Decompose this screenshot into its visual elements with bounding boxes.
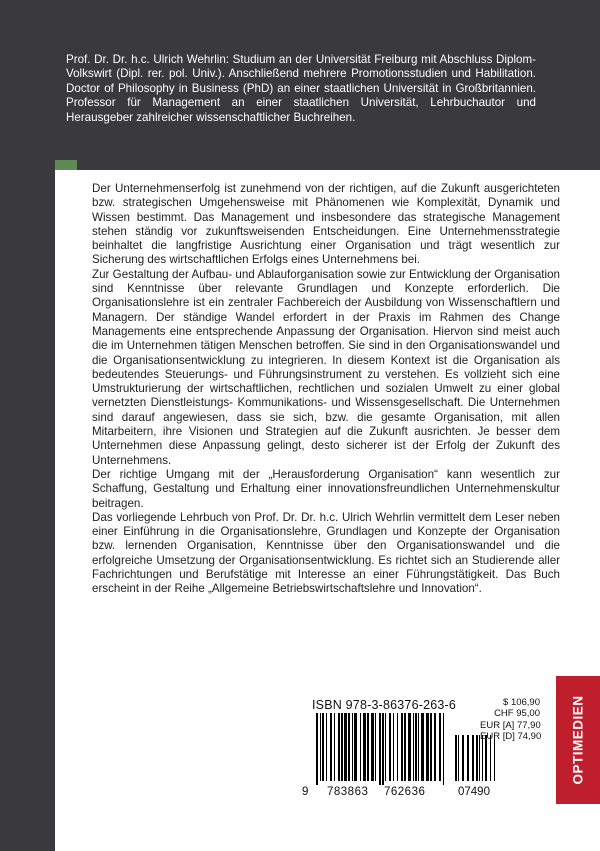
book-description: [92, 182, 560, 597]
barcode-digit-lead: 9: [302, 786, 309, 798]
isbn-label: ISBN 978-3-86376-263-6: [312, 698, 457, 712]
barcode-digits-right: 762636: [384, 786, 426, 798]
author-bio: Prof. Dr. Dr. h.c. Ulrich Wehrlin: Studium an der Universität Freiburg mit Abschluss Diplom-Volkswirt (Dipl. rer. pol. Univ.). Anschließend mehrere Promotionsstudien und Habilitation. Doctor of Philosophy in Business (PhD) an einer staatlichen Universität in Großbritannien. Professor für Management an einer staatlichen Universität, Lehrbuchautor und Herausgeber zahlreicher wissenschaftlicher Buchreihen.: [66, 53, 536, 124]
publisher-name: OPTIMEDIEN: [570, 695, 586, 785]
price-chf: CHF 95,00: [494, 708, 540, 720]
price-list: [480, 697, 540, 743]
barcode-icon: [310, 713, 499, 785]
description-paragraph-4: Das vorliegende Lehrbuch von Prof. Dr. Dr. h.c. Ulrich Wehrlin vermittelt dem Leser neben einer Einführung in die Organisationslehre, Grundlagen und Konzepte der Organisation bzw. lernenden Organisation, Kenntnisse über den Organisationswandel und die erfolgreiche Umsetzung der Organisationsentwicklung. Es richtet sich an Studierende aller Fachrichtungen und Berufstätige mit Interesse an einer Führungstätigkeit. Das Buch erscheint in der Reihe „Allgemeine Betriebswirtschaftslehre und Innovation“.: [92, 510, 560, 596]
price-eur-d: EUR [D] 74,90: [480, 731, 542, 743]
price-eur-a: EUR [A] 77,90: [480, 719, 541, 731]
publisher-logo: [556, 676, 600, 804]
description-paragraph-2: Zur Gestaltung der Aufbau- und Ablauforganisation sowie zur Entwicklung der Organisation sind Kenntnisse über relevante Grundlagen und Konzepte erforderlich. Die Organisationslehre ist ein zentraler Fachbereich der Ausbildung von Wissenschaftlern und Managern. Der ständige Wandel erfordert in der Praxis im Rahmen des Change Managements eine entsprechende Anpassung der Organisation. Hiervon sind meist auch die im Unternehmen tätigen Menschen betroffen. Sie sind in den Organisationswandel und die Organisationsentwicklung zu integrieren. In diesem Kontext ist die Organisation als bedeutendes Steuerungs- und Führungsinstrument zu verstehen. Es vollzieht sich eine Umstrukturierung der wirtschaftlichen, rechtlichen und sozialen Umwelt zu einer global vernetzten Dienstleistungs- Kommunikations- und Wissensgesellschaft. Die Unternehmen sind darauf angewiesen, dass sie sich, bzw. die gesamte Organisation, mit allen Mitarbeitern, ihre Visionen und Strategien auf die Zukunft ausrichten. Je besser dem Unternehmen diese Anpassung gelingt, desto sicherer ist der Erfolg der Zukunft des Unternehmens.: [92, 267, 560, 467]
barcode-digits-addon: 07490: [458, 786, 490, 798]
description-paragraph-3: Der richtige Umgang mit der „Herausforderung Organisation“ kann wesentlich zur Schaffung, Gestaltung und Erhaltung einer innovationsfreundlichen Unternehmenskultur beitragen.: [92, 467, 560, 510]
description-paragraph-1: Der Unternehmenserfolg ist zunehmend von der richtigen, auf die Zukunft ausgerichteten bzw. strategischen Umgehensweise mit Phänomenen wie Komplexität, Dynamik und Wissen bestimmt. Das Management und insbesondere das strategische Management stehen ständig vor zukunftsweisenden Entscheidungen. Eine Unternehmensstrategie beinhaltet die langfristige Ausrichtung einer Organisation und trägt wesentlich zur Sicherung des wirtschaftlichen Erfolgs eines Unternehmens bei.: [92, 182, 560, 267]
price-usd: $ 106,90: [503, 697, 540, 708]
barcode-digits-left: 783863: [327, 786, 369, 798]
